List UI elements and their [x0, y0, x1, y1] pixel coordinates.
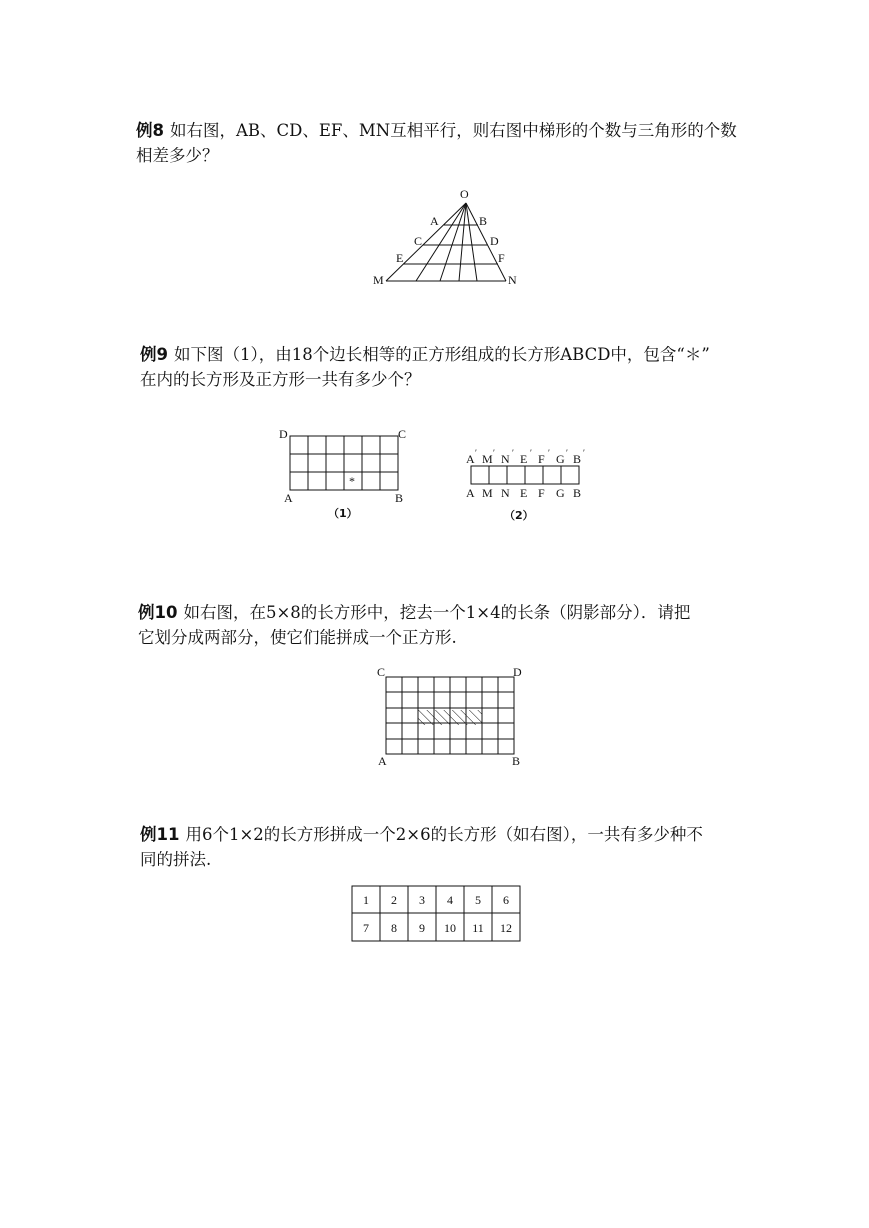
ex9-text — [140, 342, 760, 392]
ex8-triangle-figure — [360, 185, 530, 290]
ex9-label: 例9 — [140, 345, 168, 364]
ex9-fig2-bottom-label: E — [520, 486, 528, 500]
ex9-fig2-bottom-label: A — [466, 486, 475, 500]
ex10-line1: 如右图，在5×8的长方形中，挖去一个1×4的长条（阴影部分）．请把 — [183, 603, 691, 622]
grid-cell: 8 — [391, 921, 397, 935]
ex8-line2: 相差多少？ — [136, 146, 219, 165]
ex9-fig2-top-label: B — [573, 452, 582, 466]
grid-cell: 5 — [475, 893, 481, 907]
ex9-fig2-bottom-label: F — [538, 486, 545, 500]
svg-text:′: ′ — [530, 448, 532, 458]
ex9-fig2-bottom-label: B — [573, 486, 582, 500]
svg-text:′: ′ — [566, 448, 568, 458]
grid-cell: 11 — [472, 921, 484, 935]
ex8-label-d: D — [490, 234, 499, 248]
ex8-label-b: B — [479, 214, 488, 228]
ex9-fig2-top-label: A — [466, 452, 475, 466]
ex11-text — [140, 822, 760, 872]
ex8-label-n: N — [508, 273, 517, 287]
svg-text:′: ′ — [493, 448, 495, 458]
ex9-fig1-caption: （1） — [328, 507, 358, 520]
ex8-label: 例8 — [136, 121, 164, 140]
ex8-label-m: M — [373, 273, 384, 287]
ex10-grid-figure — [372, 664, 532, 772]
grid-cell: 9 — [419, 921, 425, 935]
svg-text:′: ′ — [512, 448, 514, 458]
ex8-line1: 如右图，AB、CD、EF、MN互相平行，则右图中梯形的个数与三角形的个数 — [169, 121, 737, 140]
ex9-fig2-top-label: G — [556, 452, 565, 466]
ex11-line1: 用6个1×2的长方形拼成一个2×6的长方形（如右图），一共有多少种不 — [185, 825, 703, 844]
ex9-figure-1 — [272, 424, 422, 524]
grid-cell: 1 — [363, 893, 369, 907]
ex9-figure-2 — [462, 444, 592, 526]
ex10-label-a: A — [378, 754, 387, 768]
ex11-number-grid — [350, 884, 524, 944]
ex9-fig2-top-label: M — [482, 452, 493, 466]
ex9-fig1-label-c: C — [398, 427, 407, 441]
ex11-line2: 同的拼法. — [140, 850, 212, 869]
ex8-label-o: O — [460, 187, 469, 201]
ex9-fig2-top-label: E — [520, 452, 528, 466]
ex10-line2: 它划分成两部分，使它们能拼成一个正方形. — [138, 628, 457, 647]
ex8-label-f: F — [498, 251, 505, 265]
ex9-fig2-bottom-label: N — [501, 486, 510, 500]
grid-cell: 7 — [363, 921, 369, 935]
ex9-line2: 在内的长方形及正方形一共有多少个？ — [140, 370, 421, 389]
ex9-fig2-top-label: N — [501, 452, 510, 466]
ex10-label-c: C — [377, 665, 386, 679]
ex8-label-c: C — [414, 234, 423, 248]
ex9-fig1-label-d: D — [279, 427, 288, 441]
svg-text:′: ′ — [583, 448, 585, 458]
ex8-text — [136, 118, 756, 168]
grid-cell: 3 — [419, 893, 425, 907]
ex11-label: 例11 — [140, 825, 180, 844]
grid-cell: 6 — [503, 893, 509, 907]
grid-cell: 4 — [447, 893, 453, 907]
ex9-fig1-label-b: B — [395, 491, 404, 505]
svg-text:′: ′ — [548, 448, 550, 458]
svg-text:′: ′ — [475, 448, 477, 458]
grid-cell: 2 — [391, 893, 397, 907]
ex8-label-e: E — [396, 251, 404, 265]
ex9-fig2-bottom-label: G — [556, 486, 565, 500]
ex9-fig2-caption: （2） — [504, 509, 534, 522]
ex10-label-d: D — [513, 665, 522, 679]
ex8-label-a: A — [430, 214, 439, 228]
ex9-fig2-bottom-label: M — [482, 486, 493, 500]
ex10-label: 例10 — [138, 603, 178, 622]
ex10-label-b: B — [512, 754, 521, 768]
grid-cell: 10 — [444, 921, 456, 935]
ex10-text — [138, 600, 758, 650]
ex9-star-mark: * — [349, 474, 355, 488]
ex9-fig1-label-a: A — [284, 491, 293, 505]
grid-cell: 12 — [500, 921, 512, 935]
ex9-line1: 如下图（1），由18个边长相等的正方形组成的长方形ABCD中，包含“＊” — [173, 345, 710, 364]
ex9-fig2-top-label: F — [538, 452, 545, 466]
